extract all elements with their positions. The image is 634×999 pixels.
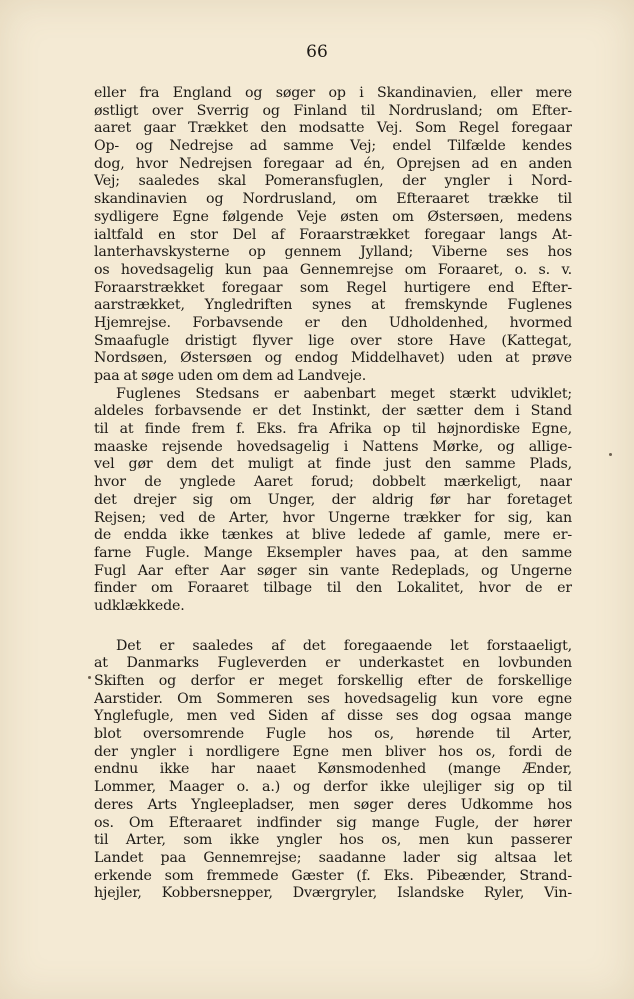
text-line: blot oversomrende Fugle hos os, hørende til Arter, [94, 726, 572, 743]
text-line: der yngler i nordligere Egne men bliver hos os, fordi de [94, 743, 572, 760]
text-line: paa at søge uden om dem ad Landveje. [94, 368, 367, 384]
text-line: deres Arts Yngleepladser, men søger deres Udkomme hos [94, 796, 572, 813]
text-line: aldeles forbavsende er det Instinkt, der sætter dem i Stand [94, 403, 572, 420]
text-line: os. Om Efteraaret indfinder sig mange Fugle, der hører [94, 814, 572, 831]
text-line: aaret gaar Trækket den modsatte Vej. Som Regel foregaar [94, 120, 572, 137]
text-line: Nordsøen, Østersøen og endog Middelhavet) uden at prøve [94, 350, 572, 367]
text-line: hvor de ynglede Aaret forud; dobbelt mærkeligt, naar [94, 474, 572, 491]
text-line: de endda ikke tænkes at blive ledede af gamle, mere er- [94, 527, 572, 544]
text-line: endnu ikke har naaet Kønsmodenhed (mange Ænder, [94, 761, 572, 778]
text-line: ialtfald en stor Del af Foraarstrækket foregaar langs At- [94, 226, 572, 243]
paragraph-gap [94, 616, 572, 638]
text-line: vel gør dem det muligt at finde just den samme Plads, [94, 456, 572, 473]
text-line: erkende som fremmede Gæster (f. Eks. Pibeænder, Strand- [94, 867, 572, 884]
text-line: Fuglenes Stedsans er aabenbart meget stærkt udviklet; [116, 385, 572, 402]
text-line: farne Fugle. Mange Eksempler haves paa, at den samme [94, 544, 572, 561]
text-line: Smaafugle dristigt flyver lige over store Have (Kattegat, [94, 332, 572, 349]
text-line: Fugl Aar efter Aar søger sin vante Redeplads, og Ungerne [94, 562, 572, 579]
text-line: Hjemrejse. Forbavsende er den Udholdenhed, hvormed [94, 314, 572, 331]
text-line: os hovedsagelig kun paa Gennemrejse om Foraaret, o. s. v. [94, 261, 572, 278]
body-text [94, 85, 572, 903]
text-line: Det er saaledes af det foregaaende let forstaaeligt, [116, 637, 572, 654]
text-line: Vej; saaledes skal Pomeransfuglen, der yngler i Nord- [94, 173, 572, 190]
text-line: Foraarstrækket foregaar som Regel hurtigere end Efter- [94, 279, 572, 296]
paragraph [94, 386, 572, 616]
text-line: skandinavien og Nordrusland, om Efteraaret trække til [94, 191, 572, 208]
ink-speck [609, 453, 612, 456]
text-line: finder om Foraaret tilbage til den Lokalitet, hvor de er [94, 580, 572, 597]
text-line: sydligere Egne følgende Veje østen om Østersøen, medens [94, 208, 572, 225]
text-line: Ynglefugle, men ved Siden af disse ses dog ogsaa mange [94, 708, 572, 725]
text-line: Aarstider. Om Sommeren ses hovedsagelig kun vore egne [94, 690, 572, 707]
text-line: at Danmarks Fugleverden er underkastet en lovbunden [94, 655, 572, 672]
paragraph [94, 638, 572, 903]
text-line: hjejler, Kobbersnepper, Dværgryler, Islandske Ryler, Vin- [94, 885, 572, 902]
text-line: aarstrækket, Yngledriften synes at fremskynde Fuglenes [94, 297, 572, 314]
text-line: Rejsen; ved de Arter, hvor Ungerne trækker for sig, kan [94, 509, 572, 526]
page-number: 66 [306, 42, 328, 62]
text-line: maaske rejsende hovedsagelig i Nattens Mørke, og allige- [94, 438, 572, 455]
text-line: til Arter, som ikke yngler hos os, men kun passerer [94, 832, 572, 849]
paragraph [94, 85, 572, 386]
text-line: det drejer sig om Unger, der aldrig før har foretaget [94, 491, 572, 508]
text-line: Lommer, Maager o. a.) og derfor ikke ulejliger sig op til [94, 779, 572, 796]
text-line: dog, hvor Nedrejsen foregaar ad én, Oprejsen ad en anden [94, 155, 572, 172]
text-line: lanterhavskysterne op gennem Jylland; Viberne ses hos [94, 244, 572, 261]
text-line: udklækkede. [94, 597, 185, 614]
text-line: østligt over Sverrig og Finland til Nordrusland; om Efter- [94, 102, 572, 119]
text-line: Skiften og derfor er meget forskellig efter de forskellige [94, 673, 572, 689]
ink-speck [88, 676, 91, 679]
text-line: til at finde frem f. Eks. fra Afrika op til højnordiske Egne, [94, 421, 572, 438]
text-line: Landet paa Gennemrejse; saadanne lader sig altsaa let [94, 849, 572, 866]
text-line: eller fra England og søger op i Skandinavien, eller mere [94, 85, 572, 101]
text-line: Op- og Nedrejse ad samme Vej; endel Tilfælde kendes [94, 138, 572, 155]
